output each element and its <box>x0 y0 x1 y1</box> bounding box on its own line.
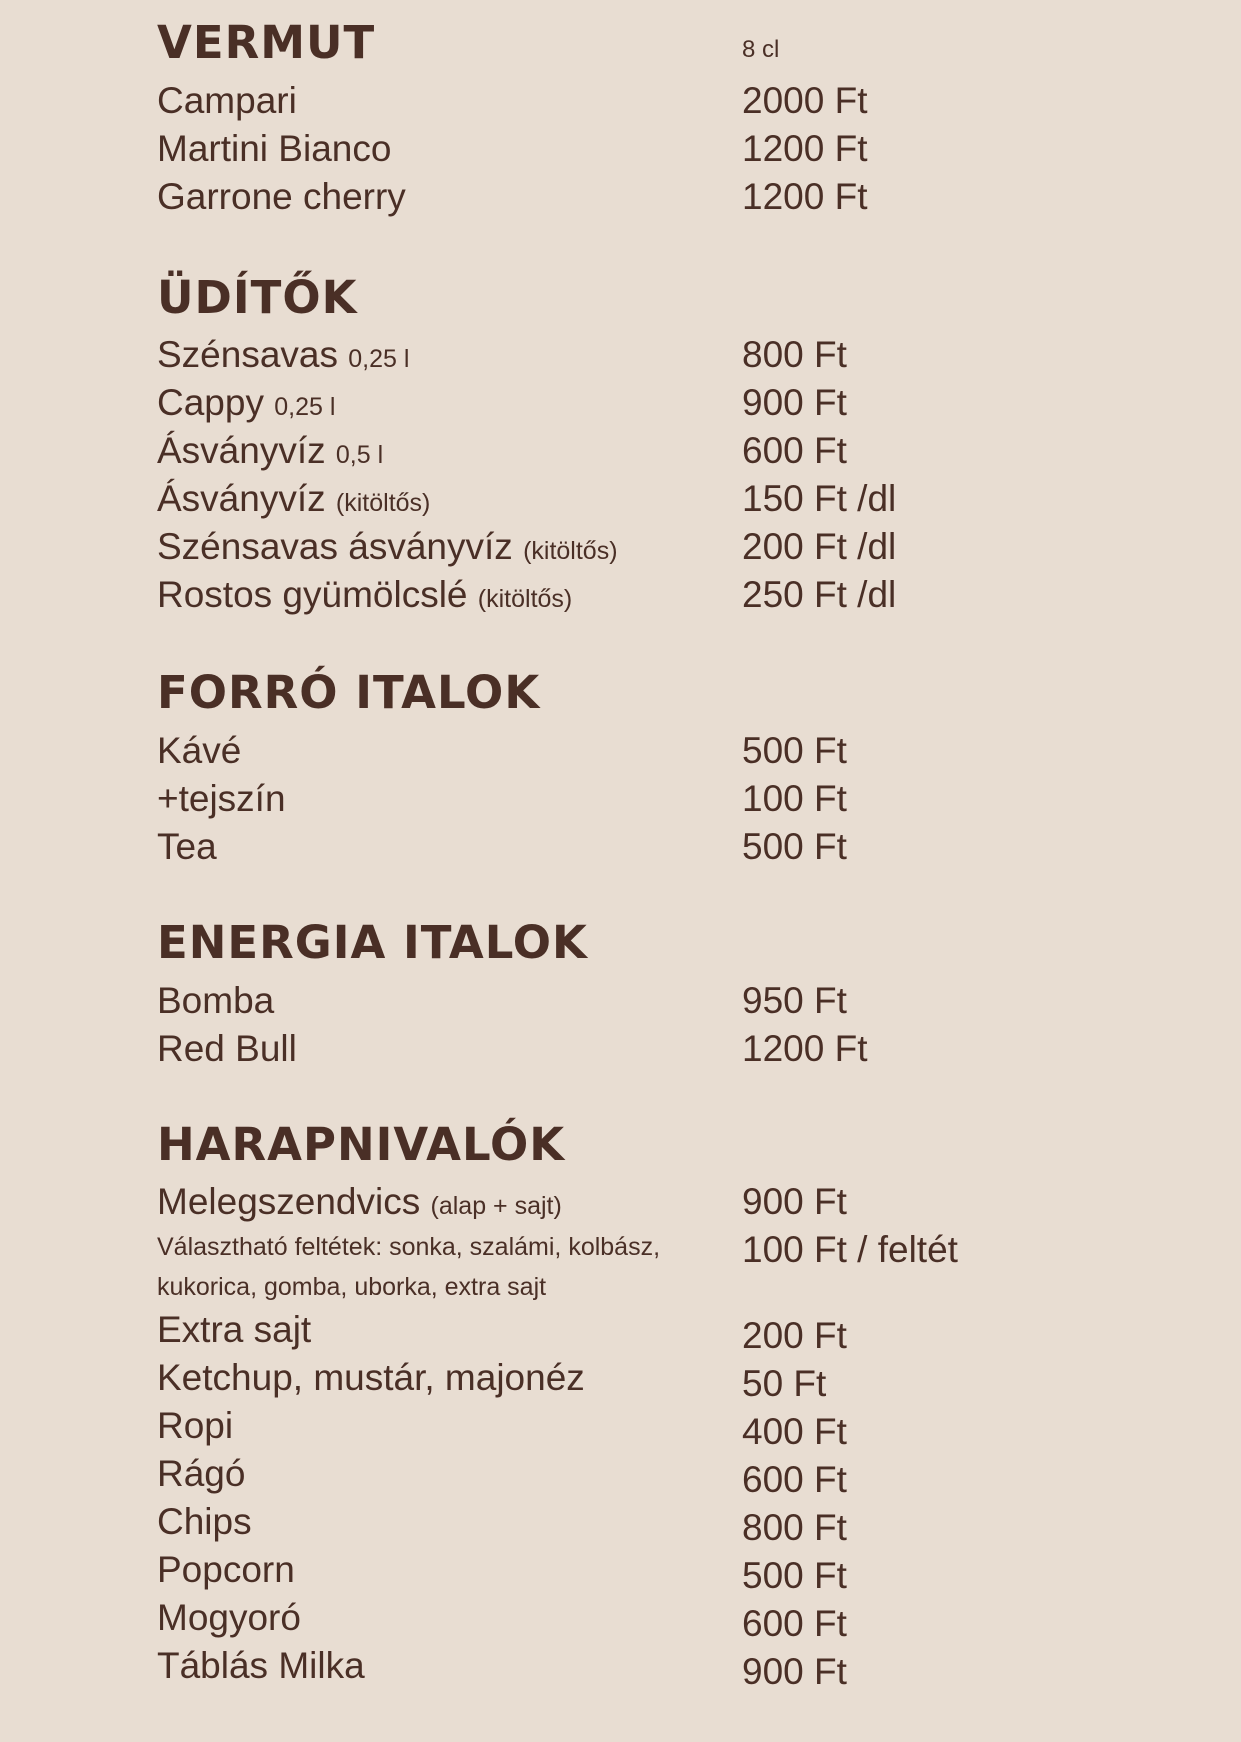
item-price: 900 Ft <box>742 1181 847 1222</box>
menu-item <box>157 1594 1157 1642</box>
toppings-price-row <box>742 1226 1142 1274</box>
item-name: Bomba <box>157 980 275 1021</box>
toppings-description-line-2: kukorica, gomba, uborka, extra sajt <box>157 1273 547 1301</box>
item-price: 900 Ft <box>742 1651 847 1692</box>
menu-item <box>157 977 1157 1025</box>
item-note: (kitöltős) <box>523 537 618 565</box>
item-note: 0,5 l <box>335 441 384 469</box>
item-name: Mogyoró <box>157 1597 301 1638</box>
item-name: Tea <box>157 826 217 867</box>
section-title-vermut: VERMUT <box>157 16 376 69</box>
item-name: Ropi <box>157 1405 234 1446</box>
item-note: (kitöltős) <box>335 489 431 517</box>
item-price: 500 Ft <box>742 826 847 867</box>
item-price: 400 Ft <box>742 1411 847 1452</box>
item-name: Kávé <box>157 730 242 771</box>
item-note: (alap + sajt) <box>430 1192 562 1220</box>
menu-item <box>157 475 1157 523</box>
item-price: 150 Ft /dl <box>742 478 897 519</box>
item-name: Martini Bianco <box>157 128 392 169</box>
item-name: Ásványvíz (kitöltős) <box>157 478 431 519</box>
section-title-forro-italok: FORRÓ ITALOK <box>157 666 541 719</box>
menu-item <box>157 1642 1157 1690</box>
item-name: Melegszendvics (alap + sajt) <box>157 1181 562 1222</box>
menu-item <box>157 173 1157 221</box>
item-price: 900 Ft <box>742 382 847 423</box>
item-name: Cappy 0,25 l <box>157 382 336 423</box>
item-price: 2000 Ft <box>742 80 868 121</box>
item-name: Campari <box>157 80 297 121</box>
item-price: 600 Ft <box>742 1459 847 1500</box>
item-price: 800 Ft <box>742 1507 847 1548</box>
section-title-energia-italok: ENERGIA ITALOK <box>157 916 588 969</box>
menu-item <box>157 775 1157 823</box>
item-name: Rágó <box>157 1453 246 1494</box>
item-name: Táblás Milka <box>157 1645 365 1686</box>
item-name: Extra sajt <box>157 1309 312 1350</box>
item-name: Szénsavas ásványvíz (kitöltős) <box>157 526 618 567</box>
section-unit-vermut: 8 cl <box>742 36 780 63</box>
item-name: Ásványvíz 0,5 l <box>157 430 384 471</box>
item-name: Garrone cherry <box>157 176 406 217</box>
item-name: Ketchup, mustár, majonéz <box>157 1357 585 1398</box>
menu-item <box>157 125 1157 173</box>
menu-item <box>157 1450 1157 1498</box>
item-note: 0,25 l <box>274 393 336 421</box>
item-price: 1200 Ft <box>742 128 868 169</box>
item-price: 1200 Ft <box>742 1028 868 1069</box>
item-name: Popcorn <box>157 1549 295 1590</box>
menu-item <box>157 427 1157 475</box>
item-price: 200 Ft <box>742 1315 847 1356</box>
item-name: Chips <box>157 1501 252 1542</box>
menu-item <box>157 1402 1157 1450</box>
item-price: 50 Ft <box>742 1363 827 1404</box>
menu-item <box>157 77 1157 125</box>
section-title-uditok: ÜDÍTŐK <box>157 271 358 324</box>
menu-item <box>157 331 1157 379</box>
menu-item <box>157 727 1157 775</box>
item-note: (kitöltős) <box>477 585 573 613</box>
section-title-harapnivalok: HARAPNIVALÓK <box>157 1118 566 1171</box>
menu-item <box>157 1178 1157 1226</box>
menu-item <box>157 1354 1157 1402</box>
menu-item <box>157 1306 1157 1354</box>
item-price: 500 Ft <box>742 1555 847 1596</box>
item-name: Szénsavas 0,25 l <box>157 334 410 375</box>
item-note: 0,25 l <box>348 345 410 373</box>
item-price: 1200 Ft <box>742 176 868 217</box>
menu-item <box>157 523 1157 571</box>
item-price: 800 Ft <box>742 334 847 375</box>
menu-item <box>157 571 1157 619</box>
item-price: 100 Ft <box>742 778 847 819</box>
item-price: 950 Ft <box>742 980 847 1021</box>
item-price: 200 Ft /dl <box>742 526 897 567</box>
toppings-price: 100 Ft / feltét <box>742 1229 958 1270</box>
item-name: Rostos gyümölcslé (kitöltős) <box>157 574 573 615</box>
item-name: Red Bull <box>157 1028 297 1069</box>
menu-item <box>157 1498 1157 1546</box>
menu-item <box>157 823 1157 871</box>
item-name: +tejszín <box>157 778 286 819</box>
item-price: 500 Ft <box>742 730 847 771</box>
item-price: 250 Ft /dl <box>742 574 897 615</box>
menu-item <box>157 1025 1157 1073</box>
toppings-description-line-1: Választható feltétek: sonka, szalámi, kolbász, <box>157 1233 661 1261</box>
menu-item <box>157 379 1157 427</box>
item-price: 600 Ft <box>742 430 847 471</box>
menu-item <box>157 1546 1157 1594</box>
item-price: 600 Ft <box>742 1603 847 1644</box>
